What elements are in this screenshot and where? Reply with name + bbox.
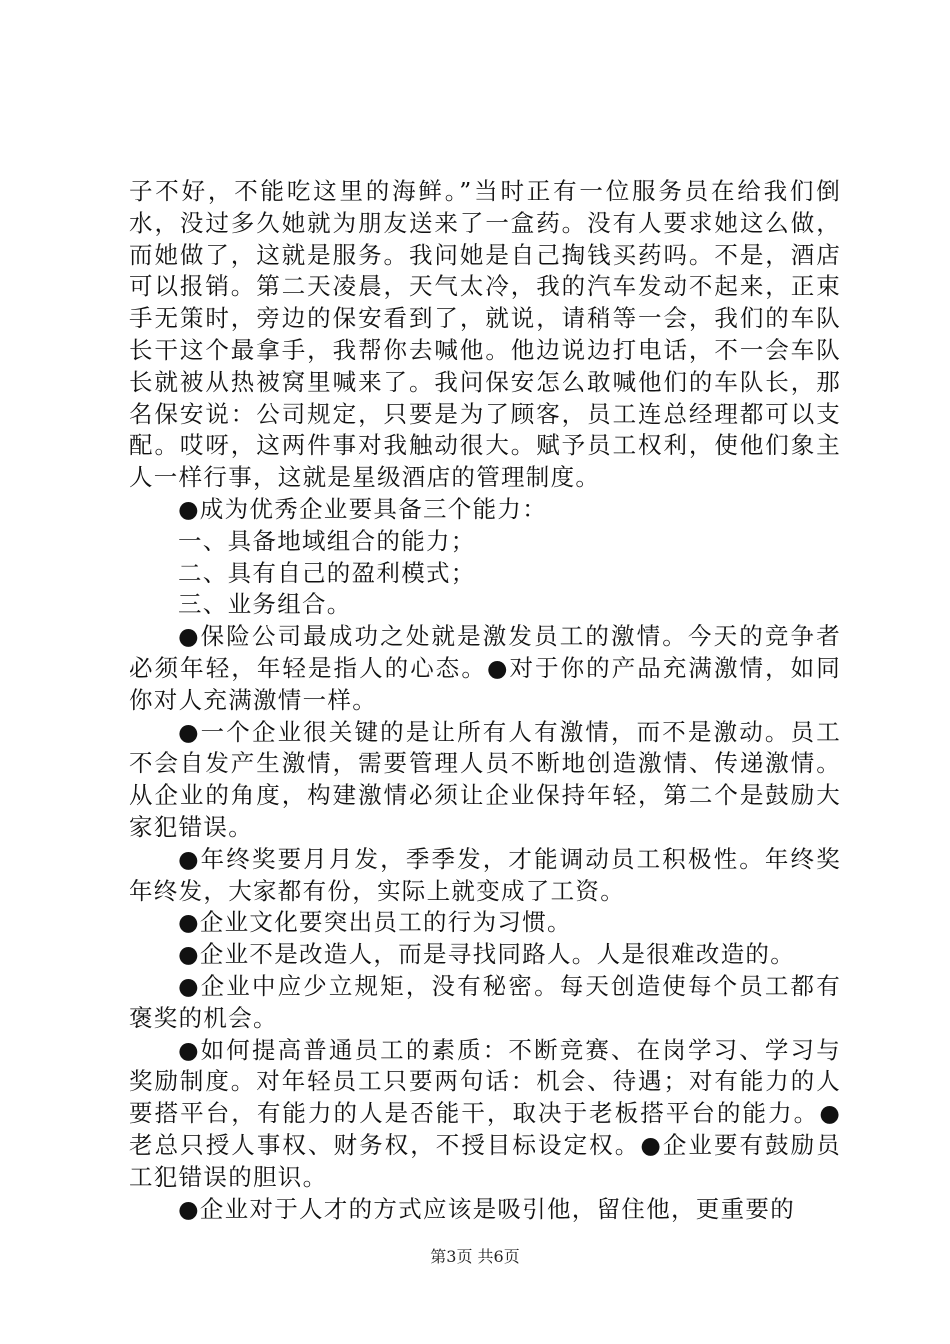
paragraph: 子不好，不能吃这里的海鲜。”当时正有一位服务员在给我们倒水，没过多久她就为朋友送来了一盒药。没有人要求她这么做，而她做了，这就是服务。我问她是自己掏钱买药吗。不是，酒店可以报销。第二天凌晨，天气太冷，我的汽车发动不起来，正束手无策时，旁边的保安看到了，就说，请稍等一会，我们的车队长干这个最拿手，我帮你去喊他。他边说边打电话，不一会车队长就被从热被窝里喊来了。我问保安怎么敢喊他们的车队长，那名保安说：公司规定，只要是为了顾客，员工连总经理都可以支配。哎呀，这两件事对我触动很大。赋予员工权利，使他们象主人一样行事，这就是星级酒店的管理制度。: [129, 177, 841, 492]
paragraph: 二、具有自己的盈利模式；: [178, 558, 476, 587]
document-body: [129, 176, 841, 1225]
paragraph: 一、具备地域组合的能力；: [178, 526, 476, 555]
paragraph: ●如何提高普通员工的素质：不断竞赛、在岗学习、学习与奖励制度。对年轻员工只要两句话：机会、待遇；对有能力的人要搭平台，有能力的人是否能干，取决于老板搭平台的能力。●老总只授人事权、财务权，不授目标设定权。●企业要有鼓励员工犯错误的胆识。: [129, 1035, 841, 1191]
paragraph: ●企业对于人才的方式应该是吸引他，留住他，更重要的: [178, 1194, 796, 1223]
page-footer: [0, 1244, 950, 1267]
paragraph: ●企业不是改造人，而是寻找同路人。人是很难改造的。: [178, 940, 796, 969]
paragraph: ●保险公司最成功之处就是激发员工的激情。今天的竞争者必须年轻，年轻是指人的心态。●对于你的产品充满激情，如同你对人充满激情一样。: [129, 622, 841, 714]
page-number: 第3页 共6页: [430, 1247, 520, 1266]
paragraph: ●企业文化要突出员工的行为习惯。: [178, 908, 572, 937]
paragraph: ●成为优秀企业要具备三个能力：: [178, 494, 548, 523]
paragraph: 三、业务组合。: [178, 590, 352, 619]
paragraph: ●年终奖要月月发，季季发，才能调动员工积极性。年终奖年终发，大家都有份，实际上就变成了工资。: [129, 844, 841, 905]
paragraph: ●企业中应少立规矩，没有秘密。每天创造使每个员工都有褒奖的机会。: [129, 971, 841, 1032]
paragraph: ●一个企业很关键的是让所有人有激情，而不是激动。员工不会自发产生激情，需要管理人员不断地创造激情、传递激情。从企业的角度，构建激情必须让企业保持年轻，第二个是鼓励大家犯错误。: [129, 717, 841, 841]
